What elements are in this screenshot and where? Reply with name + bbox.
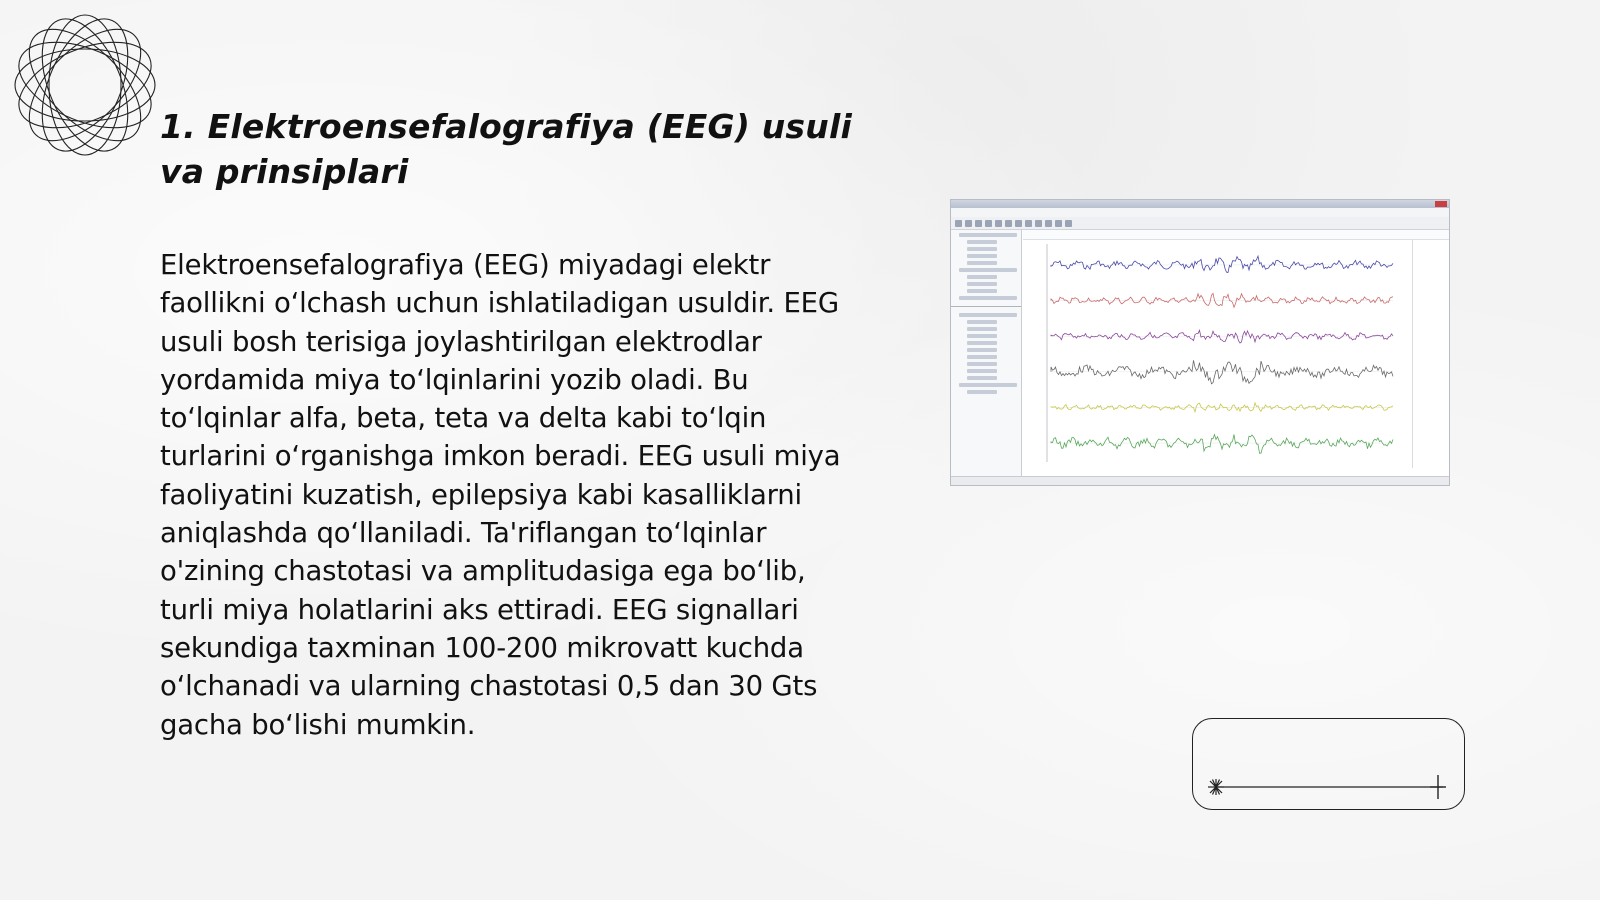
toolbar-icon (975, 220, 982, 227)
status-bar (951, 476, 1449, 485)
toolbar-icon (1055, 220, 1062, 227)
toolbar-icon (995, 220, 1002, 227)
plus-icon (1430, 775, 1446, 799)
slide-title: 1. Elektroensefalografiya (EEG) usuli va prinsiplari (160, 107, 852, 191)
session-info-bar (1023, 230, 1449, 240)
channel-legend (1412, 240, 1450, 468)
toolbar (951, 217, 1449, 230)
sparkle-icon (1208, 779, 1224, 795)
tree-item (967, 362, 997, 366)
toolbar-icon (1035, 220, 1042, 227)
eeg-software-screenshot (950, 199, 1450, 486)
tree-item (967, 289, 997, 293)
window-titlebar (951, 200, 1449, 208)
tree-item (967, 348, 997, 352)
tree-item (967, 254, 997, 258)
tree-item (967, 320, 997, 324)
divider (951, 306, 1021, 307)
toolbar-icon (1025, 220, 1032, 227)
tree-item (967, 369, 997, 373)
eeg-trace (1051, 435, 1393, 454)
tree-item (967, 327, 997, 331)
slide-body-text: Elektroensefalografiya (EEG) miyadagi elektr faollikni o‘lchash uchun ishlatiladigan usuldir. EEG usuli bosh terisiga joylashtirilgan elektrodlar yordamida miya to‘lqinlarini yozib oladi. Bu to‘lqinlar alfa, beta, teta va delta kabi to‘lqin turlarini o‘rganishga imkon beradi. EEG usuli miya faoliyatini kuzatish, epilepsiya kabi kasalliklarni aniqlashda qo‘llaniladi. Ta'riflangan to‘lqinlar o'zining chastotasi va amplitudasiga ega bo‘lib, turli miya holatlarini aks ettiradi. EEG signallari sekundiga taxminan 100-200 mikrovatt kuchda o‘lchanadi va ularning chastotasi 0,5 dan 30 Gts gacha bo‘lishi mumkin. (160, 249, 841, 741)
close-icon (1435, 201, 1447, 207)
tree-item (967, 341, 997, 345)
tree-item (967, 275, 997, 279)
tree-item (959, 233, 1017, 237)
decorative-frame (1192, 718, 1465, 810)
toolbar-icon (1015, 220, 1022, 227)
menu-bar (951, 208, 1449, 217)
tree-item (959, 383, 1017, 387)
toolbar-icon (1065, 220, 1072, 227)
tree-item (967, 355, 997, 359)
toolbar-icon (985, 220, 992, 227)
toolbar-icon (965, 220, 972, 227)
rosette-icon (10, 10, 160, 160)
eeg-trace (1051, 330, 1393, 343)
toolbar-icon (955, 220, 962, 227)
tree-item (967, 261, 997, 265)
eeg-trace (1051, 256, 1393, 272)
tree-item (967, 282, 997, 286)
tree-panel (951, 230, 1022, 478)
tree-item (967, 376, 997, 380)
tree-item (967, 334, 997, 338)
tree-item (967, 240, 997, 244)
tree-item (959, 313, 1017, 317)
frame-line-art (1193, 719, 1466, 811)
tree-item (959, 296, 1017, 300)
toolbar-icon (1005, 220, 1012, 227)
tree-item (967, 390, 997, 394)
tree-item (959, 268, 1017, 272)
eeg-waveform-plot (1023, 240, 1411, 468)
tree-item (967, 247, 997, 251)
toolbar-icon (1045, 220, 1052, 227)
